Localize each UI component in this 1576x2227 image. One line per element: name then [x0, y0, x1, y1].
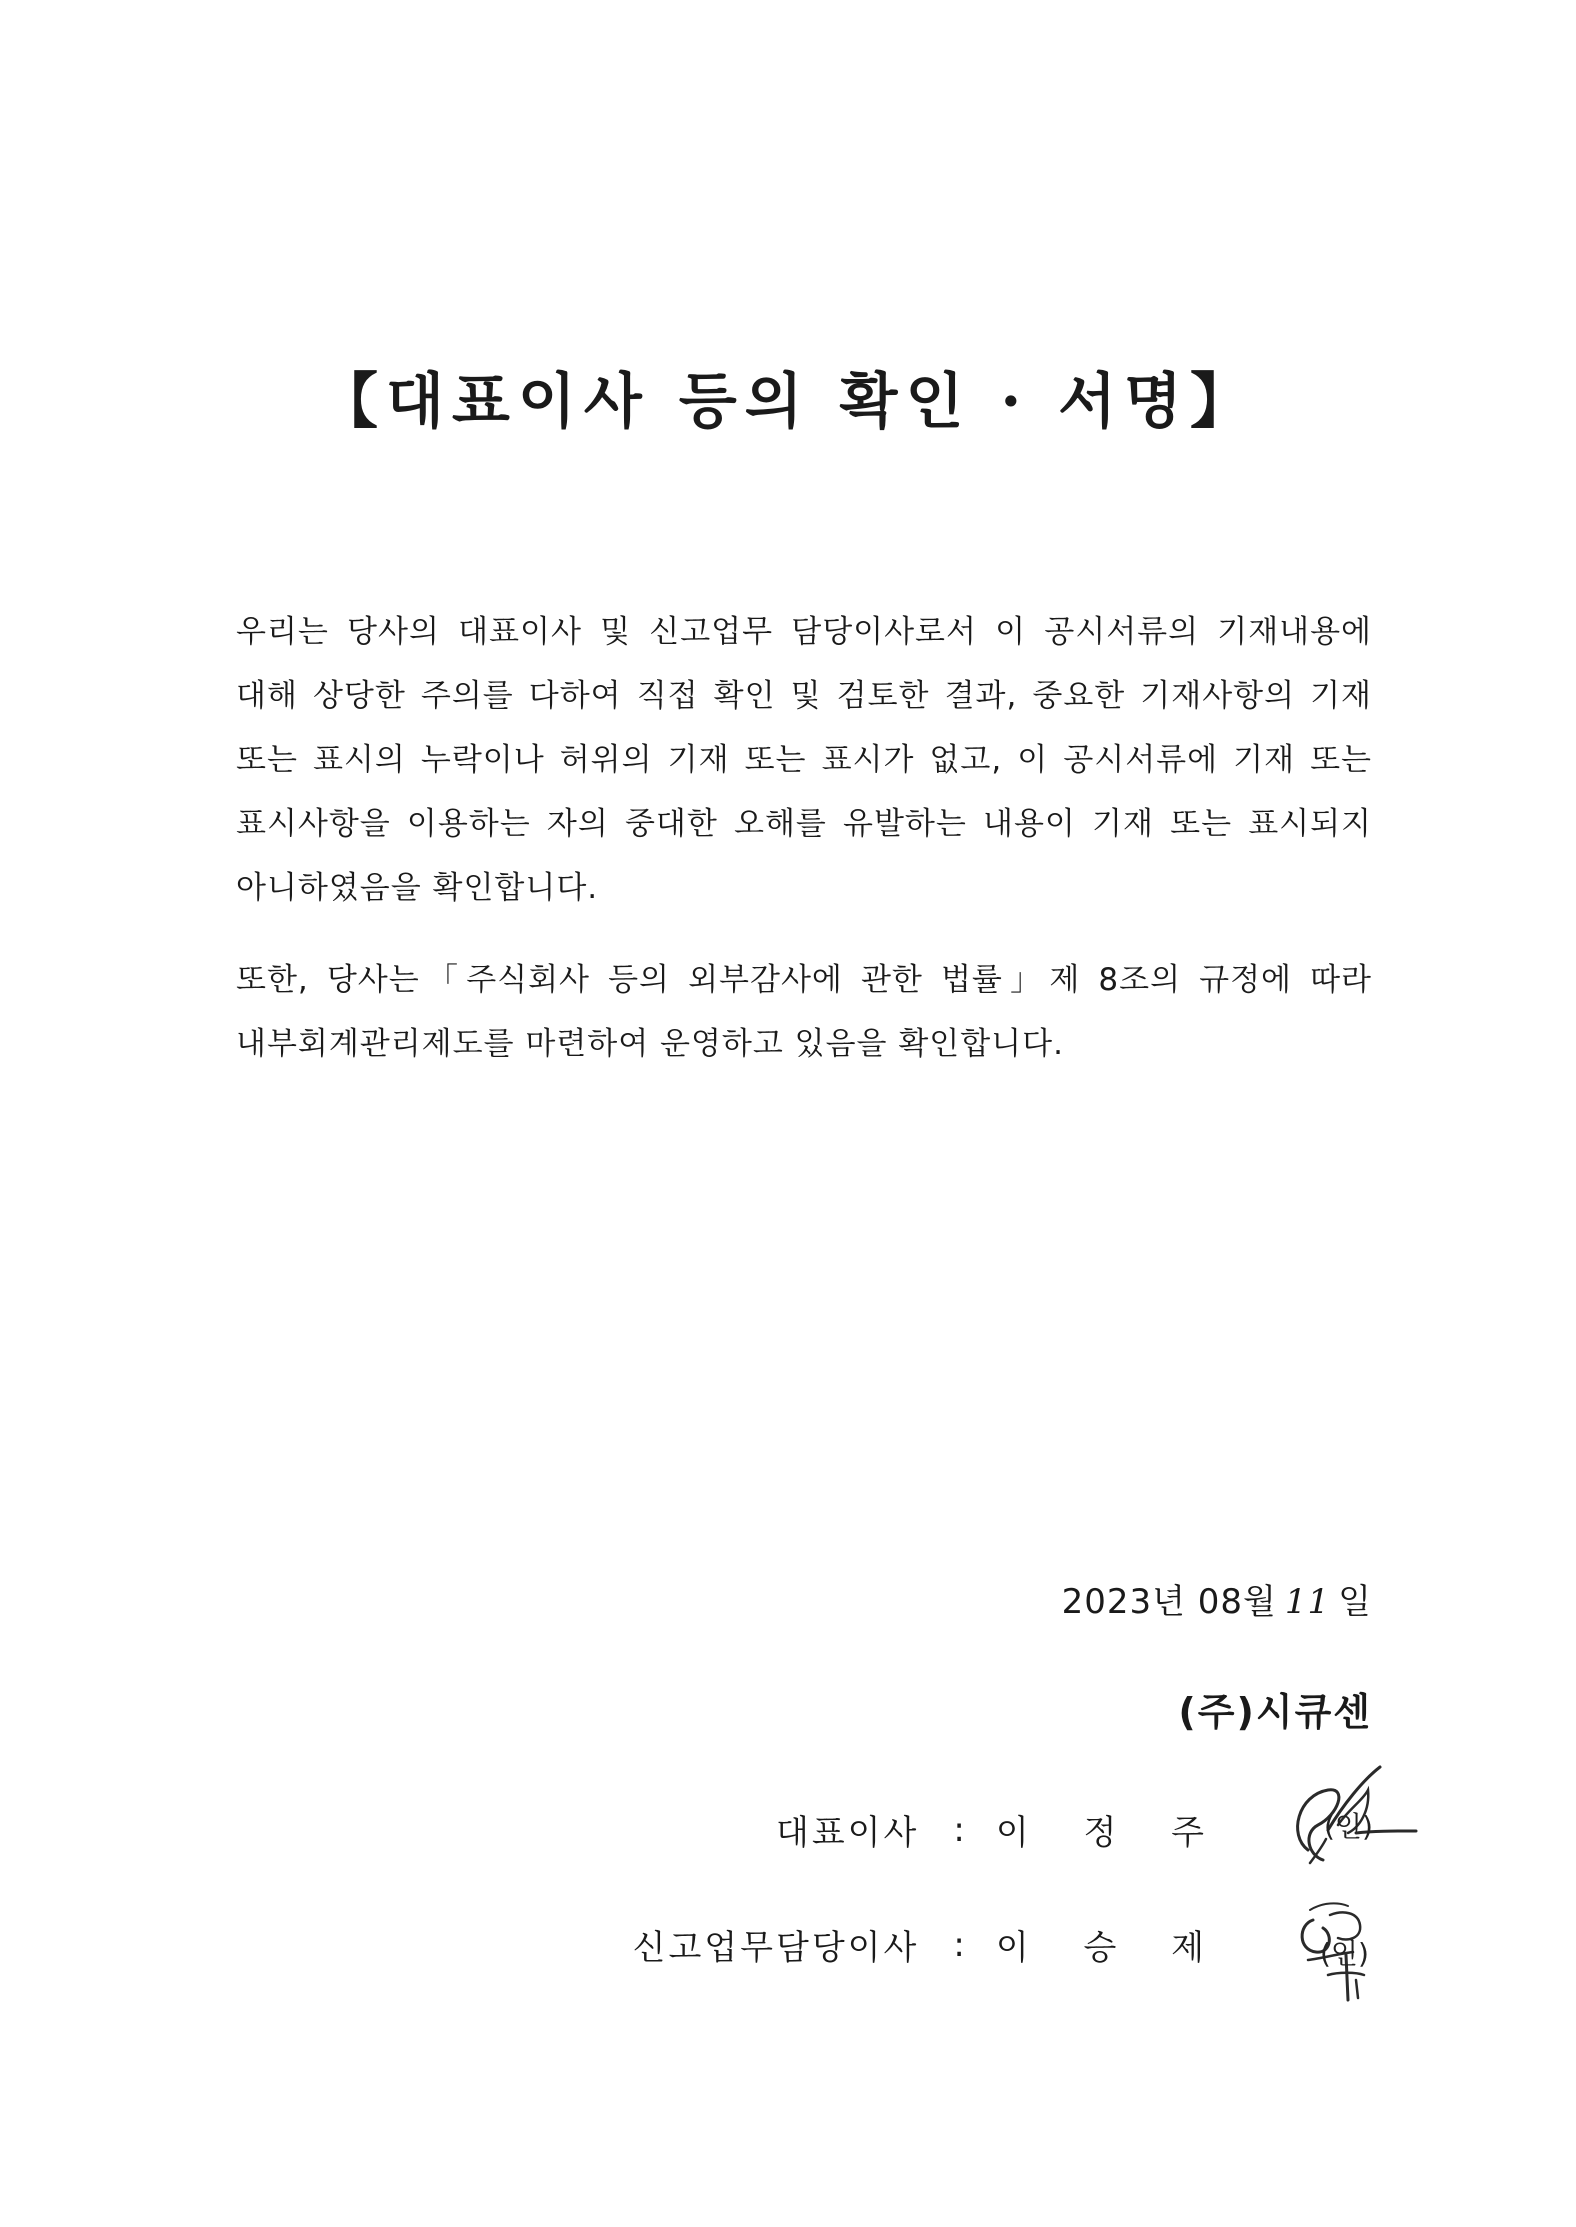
signatory-colon: : [953, 1809, 968, 1850]
seal-mark-text: (인) [1324, 1810, 1373, 1843]
signatory-name: 이 정 주 [995, 1813, 1226, 1853]
signatory-colon: : [953, 1924, 968, 1965]
confirmation-paragraph: 우리는 당사의 대표이사 및 신고업무 담당이사로서 이 공시서류의 기재내용에 대해 상당한 주의를 다하여 직접 확인 및 검토한 결과, 중요한 기재사항의 기재 또는 표시의 누락이나 허위의 기재 또는 표시가 없고, 이 공시서류에 기재 또는 표시사항을 이용하는 자의 중대한 오해를 유발하는 내용이 기재 또는 표시되지 아니하였음을 확인합니다. [236, 614, 1372, 906]
signatory-name: 이 승 제 [995, 1928, 1226, 1968]
signatory-role: 신고업무담당이사 [632, 1928, 920, 1968]
ceo-signature [1268, 1755, 1418, 1885]
company-name: (주)시큐센 [1178, 1690, 1372, 1734]
document-title: 【대표이사 등의 확인 · 서명】 [317, 367, 1259, 437]
seal-mark-text: (인) [1320, 1937, 1369, 1970]
internal-control-paragraph: 또한, 당사는「주식회사 등의 외부감사에 관한 법률」제 8조의 규정에 따라 내부회계관리제도를 마련하여 운영하고 있음을 확인합니다. [236, 962, 1372, 1062]
signatory-role: 대표이사 [775, 1813, 920, 1853]
signatory-row-reporting-officer [633, 1920, 1226, 1969]
date-year-month: 2023년 08월 [1061, 1582, 1277, 1622]
date-day-suffix: 일 [1338, 1582, 1372, 1622]
date-day-handwritten: 11 [1284, 1582, 1331, 1622]
signatory-row-ceo [776, 1805, 1226, 1854]
reporting-officer-signature [1268, 1880, 1418, 2010]
signing-date [1062, 1574, 1372, 1623]
